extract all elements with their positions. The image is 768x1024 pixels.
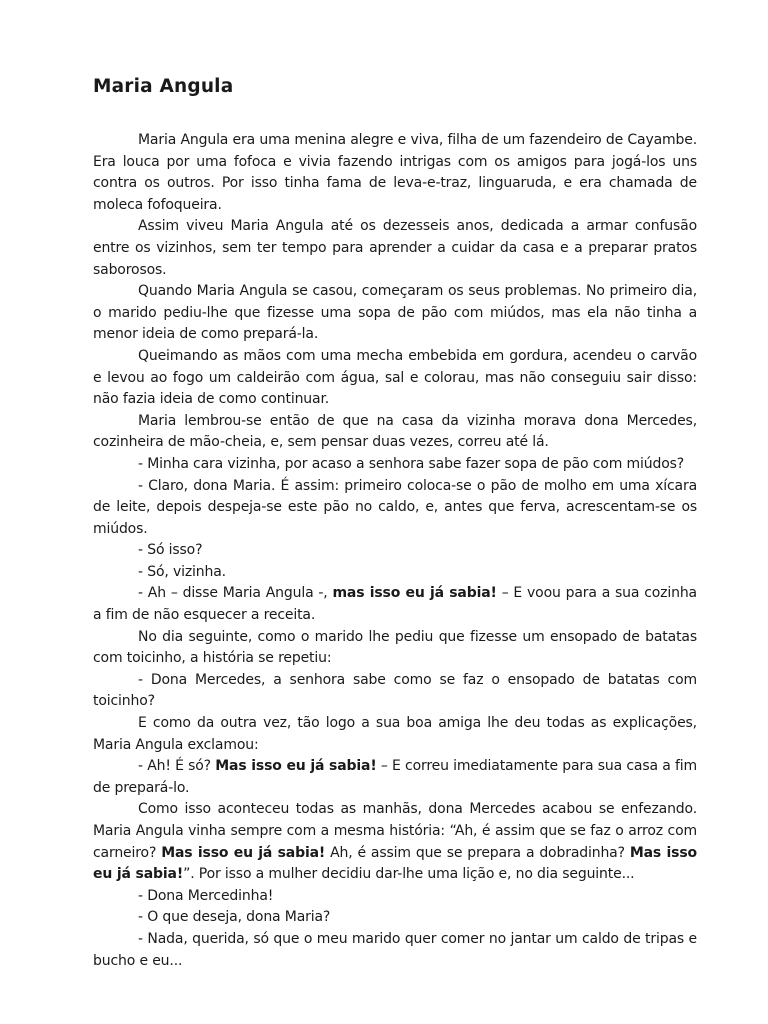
- paragraph: Assim viveu Maria Angula até os dezesseis anos, dedicada a armar confusão entre os vizinhos, sem ter tempo para aprender a cuidar da casa e a preparar pratos saborosos.: [93, 218, 697, 278]
- text-run: – E correu imediatamente para sua casa a fim de prepará-lo.: [93, 758, 697, 796]
- paragraph: Maria Angula era uma menina alegre e viva, filha de um fazendeiro de Cayambe. Era louca por uma fofoca e vivia fazendo intrigas com os amigos para jogá-los uns contra os outros. Por isso tinha fama de leva-e-traz, linguaruda, e era chamada de moleca fofoqueira.: [93, 132, 697, 213]
- text-run: - Ah – disse Maria Angula -,: [138, 585, 333, 602]
- paragraph: Quando Maria Angula se casou, começaram os seus problemas. No primeiro dia, o marido pediu-lhe que fizesse uma sopa de pão com miúdos, mas ela não tinha a menor ideia de como prepará-la.: [93, 283, 697, 343]
- paragraph: - Nada, querida, só que o meu marido quer comer no jantar um caldo de tripas e bucho e eu...: [93, 930, 697, 969]
- emphasis-text: mas isso eu já sabia!: [332, 585, 497, 602]
- paragraph: Queimando as mãos com uma mecha embebida em gordura, acendeu o carvão e levou ao fogo um caldeirão com água, sal e colorau, mas não conseguiu sair disso: não fazia ideia de como continuar.: [93, 347, 697, 408]
- paragraph: - O que deseja, dona Maria?: [138, 909, 331, 926]
- text-run: - Ah! É só?: [138, 758, 216, 775]
- paragraph: - Dona Mercedinha!: [138, 887, 274, 904]
- paragraph: - Dona Mercedes, a senhora sabe como se faz o ensopado de batatas com toicinho?: [93, 671, 697, 710]
- paragraph: - Minha cara vizinha, por acaso a senhora sabe fazer sopa de pão com miúdos?: [138, 455, 685, 472]
- emphasis-text: Mas isso eu já sabia!: [93, 844, 697, 883]
- text-run: Ah, é assim que se prepara a dobradinha?: [325, 844, 630, 861]
- paragraph: E como da outra vez, tão logo a sua boa amiga lhe deu todas as explicações, Maria Angula exclamou:: [93, 715, 697, 753]
- paragraph: - Só isso?: [138, 542, 203, 559]
- emphasis-text: Mas isso eu já sabia!: [161, 844, 326, 861]
- text-run: Como isso aconteceu todas as manhãs, dona Mercedes acabou se enfezando. Maria Angula vinha sempre com a mesma história: “Ah, é assim que se faz o arroz com carneiro?: [93, 801, 697, 861]
- paragraph: [93, 583, 697, 626]
- document-title: Maria Angula: [93, 76, 234, 97]
- paragraph: - Só, vizinha.: [138, 563, 226, 580]
- document-body: [93, 130, 697, 972]
- paragraph: - Claro, dona Maria. É assim: primeiro coloca-se o pão de molho em uma xícara de leite, depois despeja-se este pão no caldo, e, antes que ferva, acrescentam-se os miúdos.: [93, 477, 697, 537]
- paragraph: [93, 799, 697, 885]
- paragraph: Maria lembrou-se então de que na casa da vizinha morava dona Mercedes, cozinheira de mão-cheia, e, sem pensar duas vezes, correu até lá.: [93, 412, 697, 451]
- emphasis-text: Mas isso eu já sabia!: [215, 758, 377, 775]
- document-page: [93, 74, 697, 972]
- paragraph: No dia seguinte, como o marido lhe pediu que fizesse um ensopado de batatas com toicinho, a história se repetiu:: [93, 628, 697, 667]
- text-run: ”. Por isso a mulher decidiu dar-lhe uma lição e, no dia seguinte...: [183, 866, 635, 883]
- text-run: – E voou para a sua cozinha a fim de não esquecer a receita.: [93, 585, 697, 624]
- paragraph: [93, 756, 697, 799]
